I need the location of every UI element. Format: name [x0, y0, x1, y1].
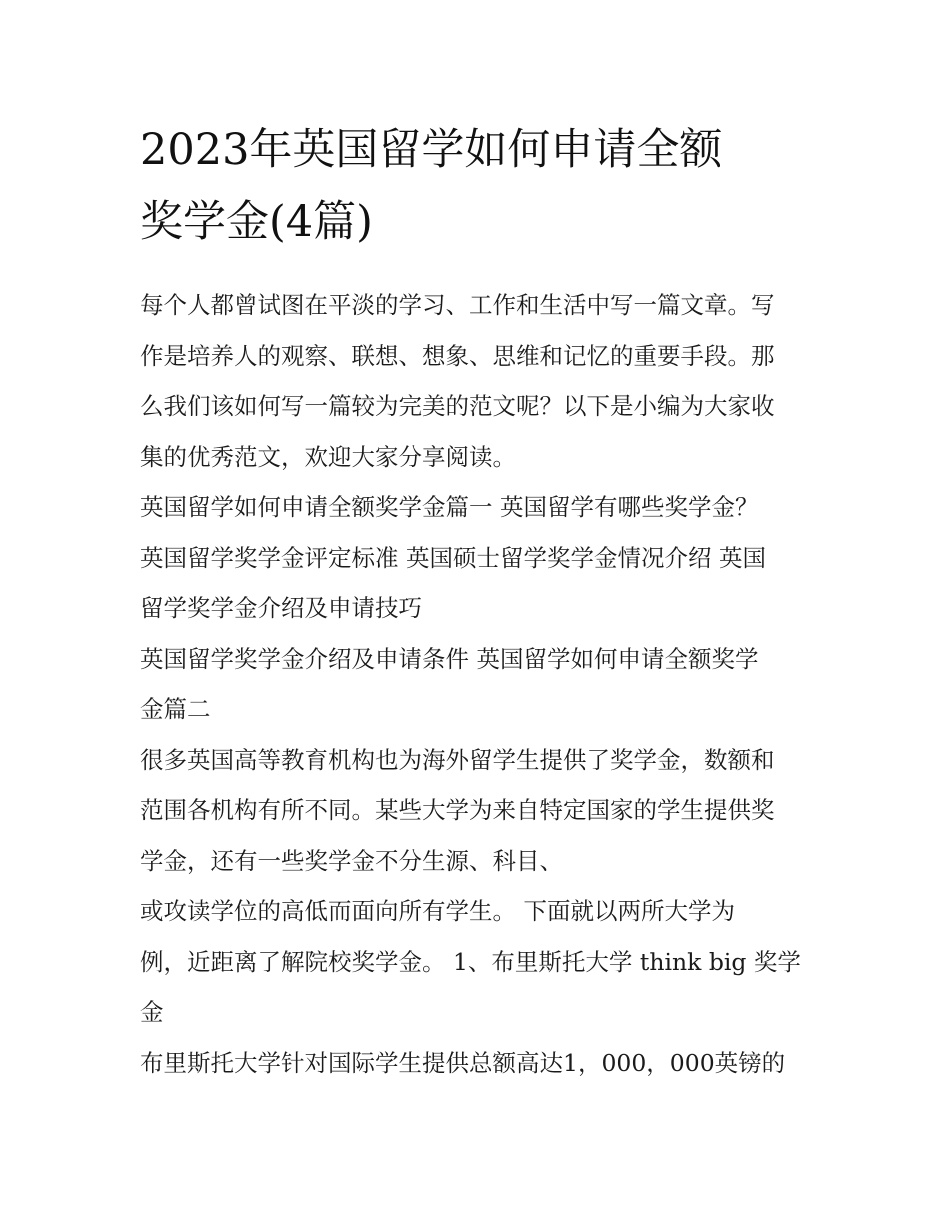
- paragraph-line: 很多英国高等教育机构也为海外留学生提供了奖学金，数额和: [140, 745, 775, 774]
- document-title: [140, 114, 820, 258]
- paragraph-section-two-heading: [140, 634, 816, 735]
- paragraph-university-examples: [140, 886, 816, 1038]
- paragraph-line: 集的优秀范文，欢迎大家分享阅读。: [140, 442, 516, 471]
- paragraph-line: 作是培养人的观察、联想、想象、思维和记忆的重要手段。那: [140, 341, 775, 370]
- paragraph-line: 么我们该如何写一篇较为完美的范文呢？以下是小编为大家收: [140, 392, 775, 420]
- document-body: [140, 280, 816, 1088]
- paragraph-line: 例，近距离了解院校奖学金。 1、布里斯托大学 think big 奖学: [140, 947, 801, 976]
- paragraph-line: 英国留学如何申请全额奖学金篇一 英国留学有哪些奖学金？: [140, 493, 759, 521]
- paragraph-line: 英国留学奖学金评定标准 英国硕士留学奖学金情况介绍 英国: [140, 543, 766, 572]
- paragraph-line: 学金，还有一些奖学金不分生源、科目、: [140, 846, 563, 875]
- paragraph-line: 布里斯托大学针对国际学生提供总额高达1，000，000英镑的: [140, 1048, 786, 1077]
- paragraph-line: 金: [140, 998, 164, 1026]
- paragraph-intro: [140, 280, 816, 482]
- paragraph-line: 留学奖学金介绍及申请技巧: [140, 594, 422, 622]
- title-line-2: 奖学金(4篇): [140, 197, 373, 247]
- paragraph-line: 每个人都曾试图在平淡的学习、工作和生活中写一篇文章。写: [140, 291, 775, 319]
- title-line-1: 2023年英国留学如何申请全额: [140, 125, 723, 175]
- paragraph-line: 金篇二: [140, 695, 211, 723]
- paragraph-line: 或攻读学位的高低而面向所有学生。 下面就以两所大学为: [140, 897, 735, 925]
- paragraph-bristol: [140, 1038, 816, 1089]
- paragraph-line: 英国留学奖学金介绍及申请条件 英国留学如何申请全额奖学: [140, 644, 759, 673]
- paragraph-scholarship-overview: [140, 735, 816, 887]
- paragraph-section-one: [140, 482, 816, 634]
- paragraph-line: 范围各机构有所不同。某些大学为来自特定国家的学生提供奖: [140, 796, 775, 824]
